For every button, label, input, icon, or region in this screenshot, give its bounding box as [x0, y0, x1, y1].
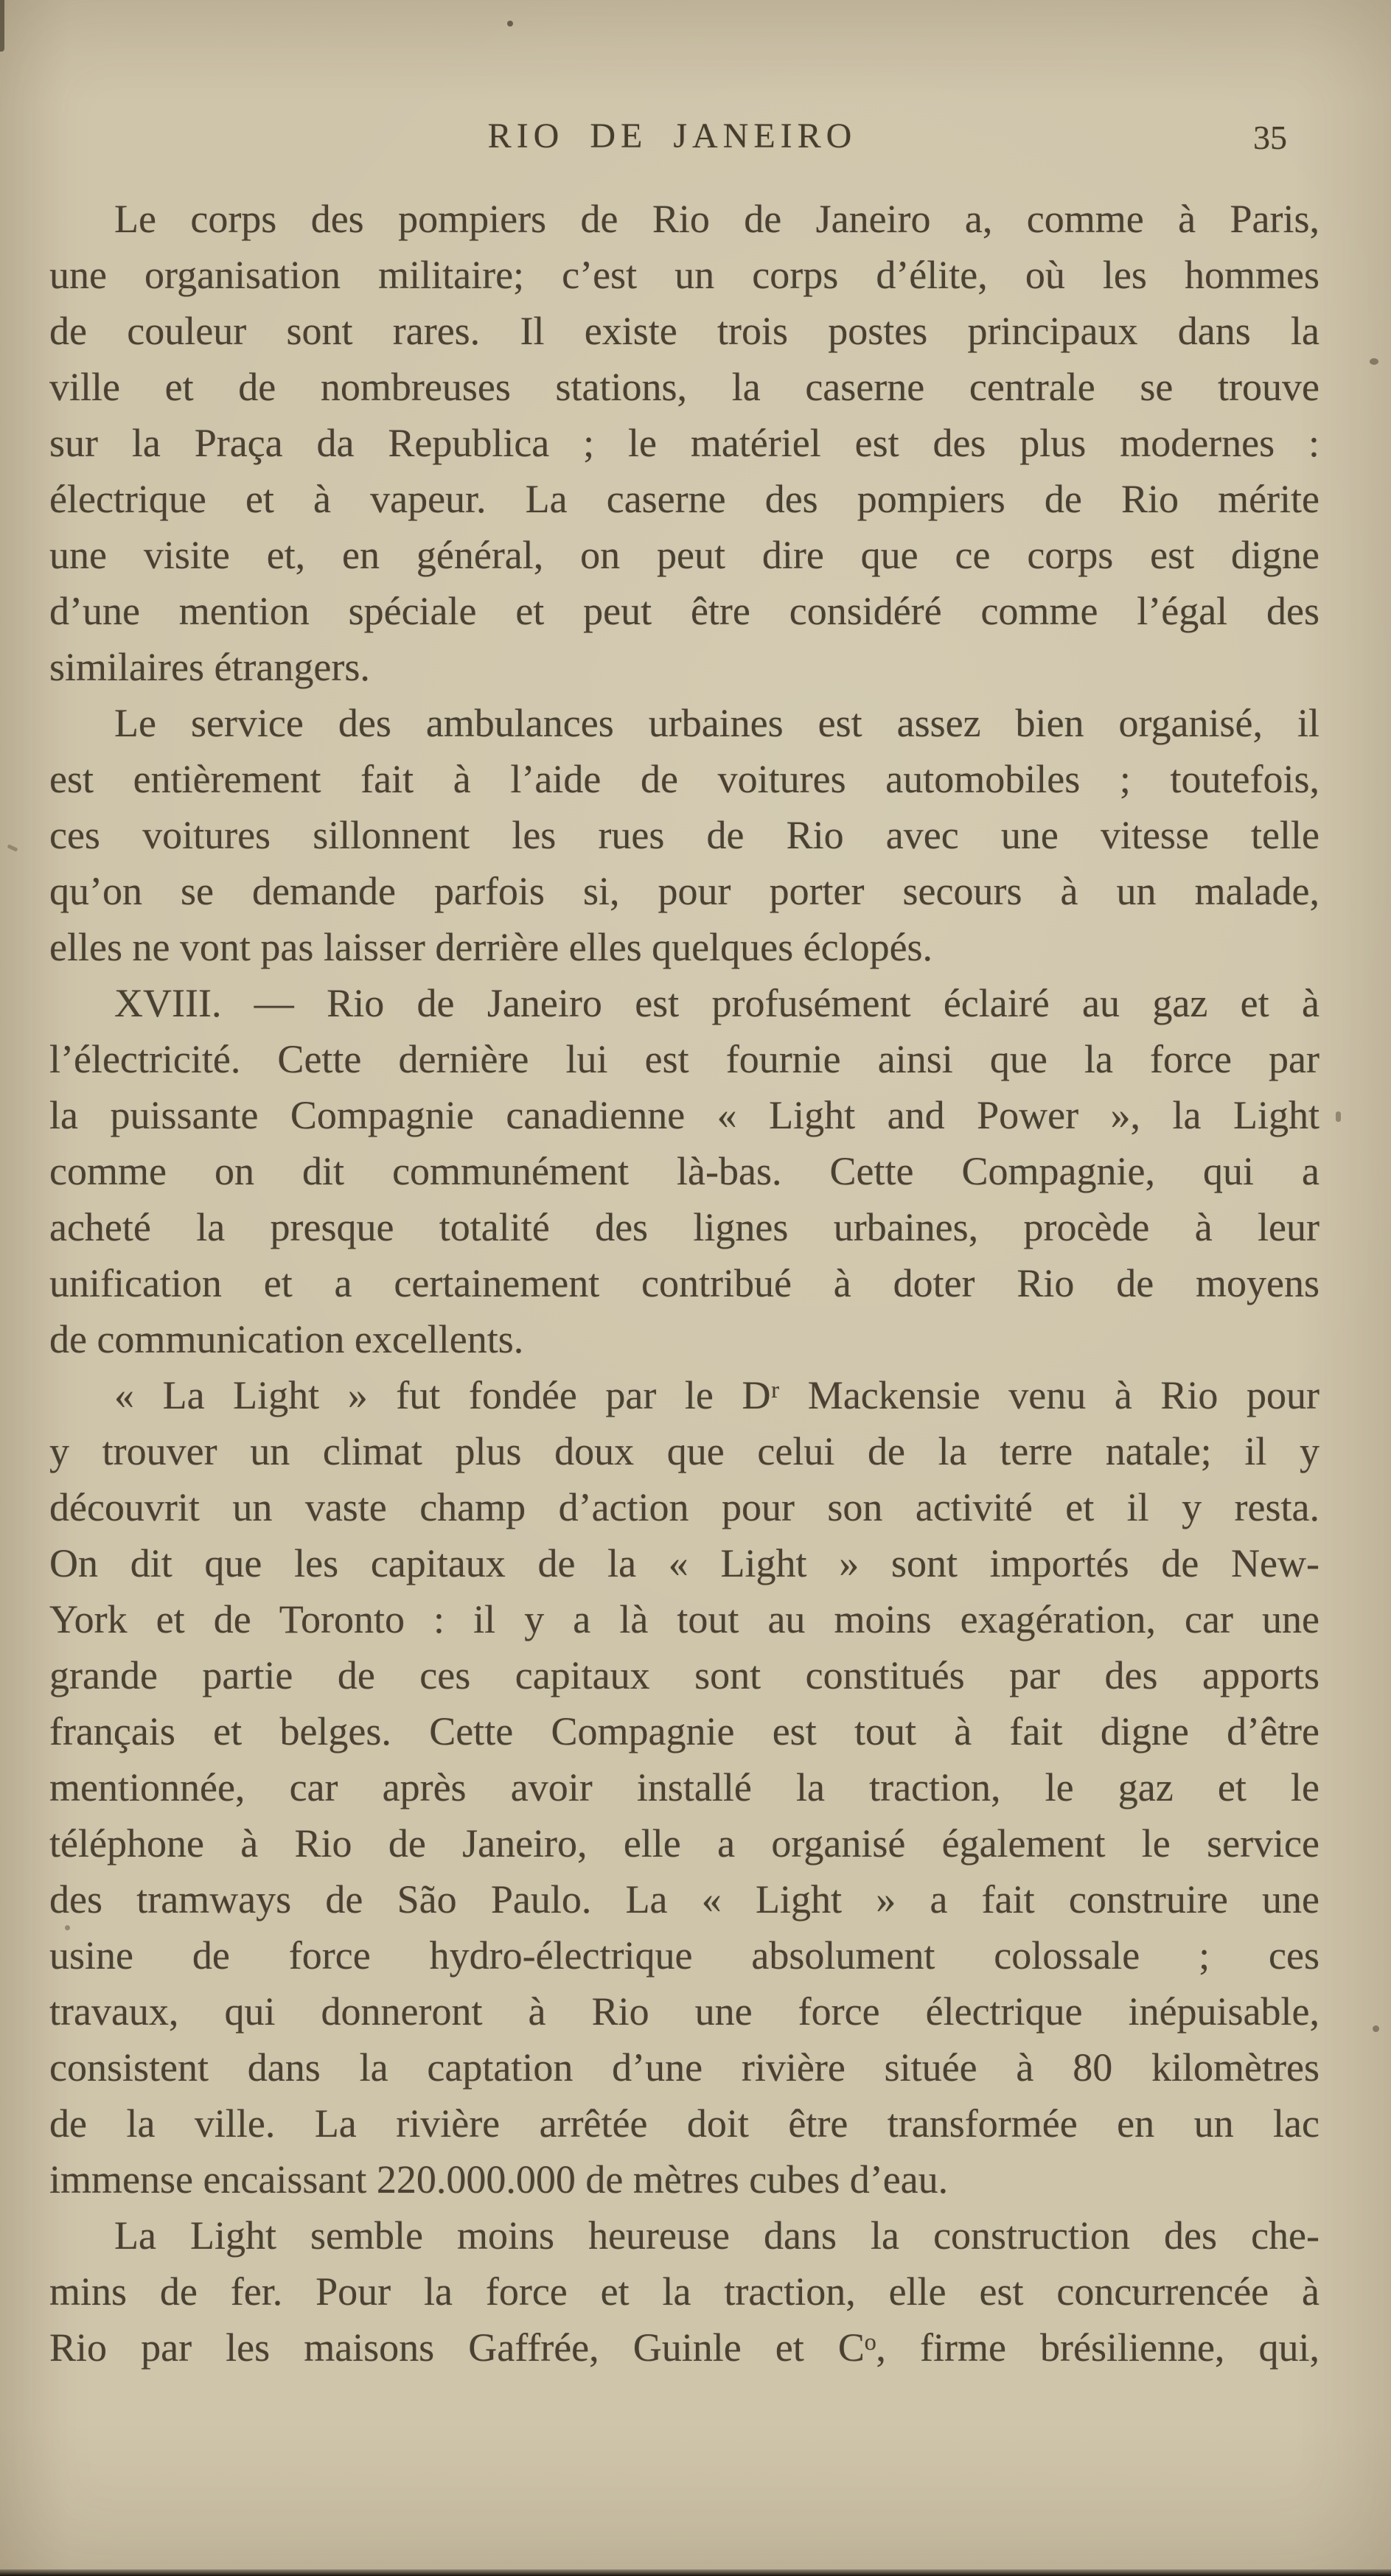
text-line: travaux, qui donneront à Rio une force électrique inépuisable, [49, 1989, 1319, 2034]
page-body [49, 191, 1319, 2376]
paper-scratch [7, 844, 18, 851]
text-line: On dit que les capitaux de la « Light » sont importés de New- [49, 1541, 1319, 1585]
text-line: la puissante Compagnie canadienne « Light and Power », la Light [49, 1093, 1319, 1137]
text-line: des tramways de São Paulo. La « Light » a fait construire une [49, 1877, 1319, 1921]
paper-speck [1336, 1111, 1341, 1122]
paragraph [49, 191, 1319, 695]
text-line: une organisation militaire; c’est un corps d’élite, où les hommes [49, 253, 1319, 297]
text-line: « La Light » fut fondée par le Dʳ Mackensie venu à Rio pour [114, 1373, 1319, 1417]
text-line: d’une mention spéciale et peut être considéré comme l’égal des [49, 589, 1319, 633]
scan-edge-left-mark [0, 0, 4, 52]
paper-speck [1370, 358, 1378, 365]
paragraph [49, 2207, 1319, 2376]
text-line: est entièrement fait à l’aide de voitures automobiles ; toutefois, [49, 757, 1319, 801]
text-line: de communication excellents. [49, 1317, 524, 1361]
text-line: usine de force hydro-électrique absolument colossale ; ces [49, 1933, 1319, 1978]
page-number: 35 [1253, 119, 1287, 156]
paragraph [49, 975, 1319, 1367]
text-line: mins de fer. Pour la force et la traction, elle est concurrencée à [49, 2269, 1319, 2314]
text-line: mentionnée, car après avoir installé la traction, le gaz et le [49, 1765, 1319, 1809]
text-line: York et de Toronto : il y a là tout au moins exagération, car une [49, 1597, 1319, 1641]
text-line: téléphone à Rio de Janeiro, elle a organisé également le service [49, 1821, 1319, 1865]
paragraph [49, 695, 1319, 975]
text-line: similaires étrangers. [49, 645, 370, 689]
text-line: grande partie de ces capitaux sont constitués par des apports [49, 1653, 1319, 1697]
text-line: La Light semble moins heureuse dans la construction des che- [114, 2213, 1319, 2258]
text-line: ces voitures sillonnent les rues de Rio avec une vitesse telle [49, 813, 1319, 857]
text-line: y trouver un climat plus doux que celui de la terre natale; il y [49, 1429, 1319, 1473]
text-line: XVIII. — Rio de Janeiro est profusément éclairé au gaz et à [114, 981, 1319, 1025]
text-line: consistent dans la captation d’une rivière située à 80 kilomètres [49, 2045, 1319, 2090]
text-line: ville et de nombreuses stations, la caserne centrale se trouve [49, 365, 1319, 409]
text-line: sur la Praça da Republica ; le matériel est des plus modernes : [49, 421, 1319, 465]
text-line: Le service des ambulances urbaines est assez bien organisé, il [114, 701, 1319, 745]
text-line: de couleur sont rares. Il existe trois postes principaux dans la [49, 309, 1319, 353]
paper-speck [1373, 2025, 1379, 2032]
text-line: électrique et à vapeur. La caserne des pompiers de Rio mérite [49, 477, 1319, 521]
paper-speck [507, 21, 513, 27]
text-line: comme on dit communément là-bas. Cette Compagnie, qui a [49, 1149, 1319, 1193]
text-line: unification et a certainement contribué à doter Rio de moyens [49, 1261, 1319, 1305]
text-line: qu’on se demande parfois si, pour porter secours à un malade, [49, 869, 1319, 913]
text-line: l’électricité. Cette dernière lui est fournie ainsi que la force par [49, 1037, 1319, 1081]
text-line: Le corps des pompiers de Rio de Janeiro a, comme à Paris, [114, 197, 1319, 241]
text-line: découvrit un vaste champ d’action pour son activité et il y resta. [49, 1485, 1319, 1529]
running-head-title: RIO DE JANEIRO [487, 116, 857, 156]
ink-speck [65, 1925, 70, 1930]
paper-speck [1135, 2289, 1140, 2293]
paragraph [49, 1367, 1319, 2207]
text-line: immense encaissant 220.000.000 de mètres cubes d’eau. [49, 2157, 949, 2202]
text-line: de la ville. La rivière arrêtée doit être transformée en un lac [49, 2101, 1319, 2146]
text-line: une visite et, en général, on peut dire que ce corps est digne [49, 533, 1319, 577]
text-line: acheté la presque totalité des lignes urbaines, procède à leur [49, 1205, 1319, 1249]
text-line: Rio par les maisons Gaffrée, Guinle et Cᵒ, firme brésilienne, qui, [49, 2325, 1319, 2370]
text-line: français et belges. Cette Compagnie est tout à fait digne d’être [49, 1709, 1319, 1753]
text-line: elles ne vont pas laisser derrière elles quelques éclopés. [49, 925, 933, 969]
scan-edge-bottom [0, 2569, 1391, 2576]
